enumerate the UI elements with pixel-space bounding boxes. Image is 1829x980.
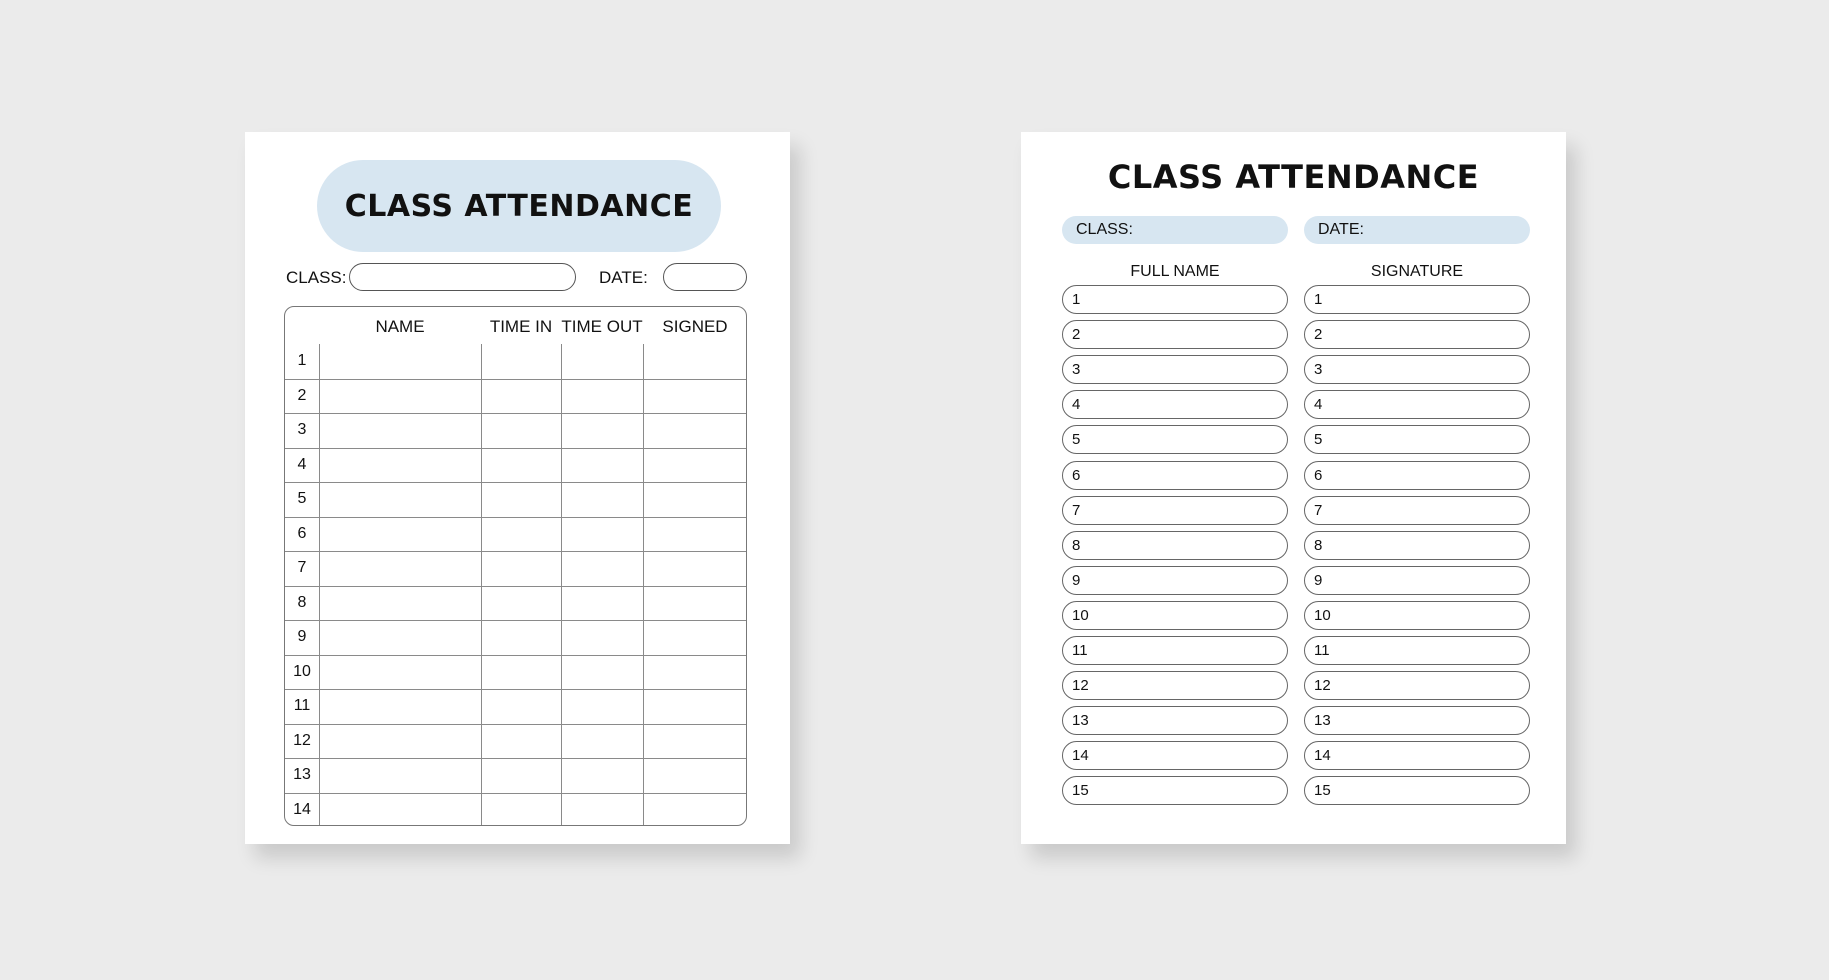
row-number: 3: [1314, 361, 1323, 379]
signature-entry[interactable]: [1304, 285, 1530, 314]
row-number: 11: [293, 697, 311, 714]
row-number: 1: [1072, 291, 1081, 308]
column-divider: [561, 344, 562, 825]
row-divider: [285, 448, 746, 449]
signature-entry[interactable]: [1304, 390, 1530, 419]
row-number: 6: [1314, 466, 1323, 484]
row-divider: [285, 655, 746, 656]
row-number: 12: [1072, 677, 1089, 695]
row-number: 4: [1314, 396, 1323, 414]
row-number: 10: [293, 662, 311, 680]
row-number: 14: [1314, 747, 1331, 765]
row-divider: [285, 379, 746, 380]
row-number: 8: [1314, 536, 1323, 554]
row-divider: [285, 517, 746, 518]
full-name-entry[interactable]: [1062, 741, 1288, 770]
row-number: 5: [297, 490, 307, 507]
row-number: 5: [1072, 431, 1081, 449]
signature-entry[interactable]: [1304, 320, 1530, 349]
column-header-signed: SIGNED: [662, 317, 728, 336]
class-field[interactable]: [1062, 216, 1288, 244]
attendance-sheet-table-style: [245, 132, 790, 844]
full-name-entry[interactable]: [1062, 671, 1288, 700]
signature-entry[interactable]: [1304, 776, 1530, 805]
full-name-entry[interactable]: [1062, 425, 1288, 454]
row-divider: [285, 758, 746, 759]
signature-entry[interactable]: [1304, 636, 1530, 665]
signature-header: SIGNATURE: [1370, 263, 1464, 280]
row-number: 13: [293, 766, 311, 783]
row-number: 8: [297, 593, 307, 611]
row-number: 3: [1072, 361, 1081, 379]
row-number: 10: [1072, 606, 1089, 624]
signature-entry[interactable]: [1304, 425, 1530, 454]
class-label: CLASS:: [1076, 221, 1133, 238]
signature-entry[interactable]: [1304, 741, 1530, 770]
column-divider: [319, 344, 320, 825]
row-divider: [285, 482, 746, 483]
signature-entry[interactable]: [1304, 531, 1530, 560]
row-number: 15: [1314, 782, 1331, 800]
date-label: DATE:: [599, 268, 648, 287]
row-number: 9: [297, 628, 307, 645]
attendance-sheet-list-style: [1021, 132, 1566, 844]
row-number: 2: [297, 386, 307, 404]
full-name-entry[interactable]: [1062, 636, 1288, 665]
full-name-entry[interactable]: [1062, 461, 1288, 490]
row-number: 10: [1314, 606, 1331, 624]
row-number: 12: [293, 731, 311, 749]
full-name-entry[interactable]: [1062, 776, 1288, 805]
row-number: 9: [1314, 571, 1323, 589]
row-number: 8: [1072, 536, 1081, 554]
class-label: CLASS:: [286, 268, 347, 287]
class-field[interactable]: [349, 263, 576, 291]
row-number: 11: [1314, 642, 1330, 659]
row-divider: [285, 620, 746, 621]
signature-entry[interactable]: [1304, 671, 1530, 700]
sheet-title: CLASS ATTENDANCE: [1107, 158, 1480, 196]
title-banner: [317, 160, 721, 252]
row-number: 1: [1314, 291, 1323, 308]
row-number: 1: [297, 352, 307, 369]
column-divider: [481, 344, 482, 825]
row-number: 7: [297, 559, 307, 576]
row-number: 2: [1314, 326, 1323, 344]
row-number: 6: [1072, 466, 1081, 484]
date-field[interactable]: [663, 263, 747, 291]
column-header-time-in: TIME IN: [489, 317, 553, 336]
full-name-entry[interactable]: [1062, 531, 1288, 560]
row-number: 6: [297, 524, 307, 542]
full-name-header: FULL NAME: [1130, 263, 1220, 280]
row-divider: [285, 793, 746, 794]
row-number: 3: [297, 421, 307, 438]
row-number: 14: [293, 800, 311, 818]
row-number: 9: [1072, 571, 1081, 589]
row-number: 4: [1072, 396, 1081, 414]
row-divider: [285, 689, 746, 690]
row-divider: [285, 551, 746, 552]
signature-entry[interactable]: [1304, 496, 1530, 525]
row-number: 15: [1072, 782, 1089, 800]
row-number: 13: [1314, 712, 1331, 730]
row-number: 14: [1072, 747, 1089, 765]
row-divider: [285, 724, 746, 725]
row-number: 13: [1072, 712, 1089, 730]
row-number: 2: [1072, 326, 1081, 344]
column-header-name: NAME: [375, 317, 425, 336]
row-number: 7: [1072, 501, 1081, 519]
full-name-entry[interactable]: [1062, 355, 1288, 384]
row-number: 11: [1072, 642, 1088, 659]
signature-entry[interactable]: [1304, 566, 1530, 595]
full-name-entry[interactable]: [1062, 601, 1288, 630]
full-name-entry[interactable]: [1062, 320, 1288, 349]
row-divider: [285, 586, 746, 587]
full-name-entry[interactable]: [1062, 496, 1288, 525]
column-divider: [643, 344, 644, 825]
row-number: 5: [1314, 431, 1323, 449]
signature-entry[interactable]: [1304, 461, 1530, 490]
row-number: 4: [297, 455, 307, 473]
attendance-table: [284, 306, 747, 826]
signature-entry[interactable]: [1304, 706, 1530, 735]
full-name-entry[interactable]: [1062, 706, 1288, 735]
row-number: 7: [1314, 501, 1323, 519]
date-label: DATE:: [1318, 221, 1364, 238]
full-name-entry[interactable]: [1062, 285, 1288, 314]
column-header-time-out: TIME OUT: [561, 317, 643, 336]
row-number: 12: [1314, 677, 1331, 695]
full-name-entry[interactable]: [1062, 390, 1288, 419]
signature-entry[interactable]: [1304, 355, 1530, 384]
signature-entry[interactable]: [1304, 601, 1530, 630]
row-divider: [285, 413, 746, 414]
sheet-title: CLASS ATTENDANCE: [344, 188, 694, 224]
date-field[interactable]: [1304, 216, 1530, 244]
full-name-entry[interactable]: [1062, 566, 1288, 595]
